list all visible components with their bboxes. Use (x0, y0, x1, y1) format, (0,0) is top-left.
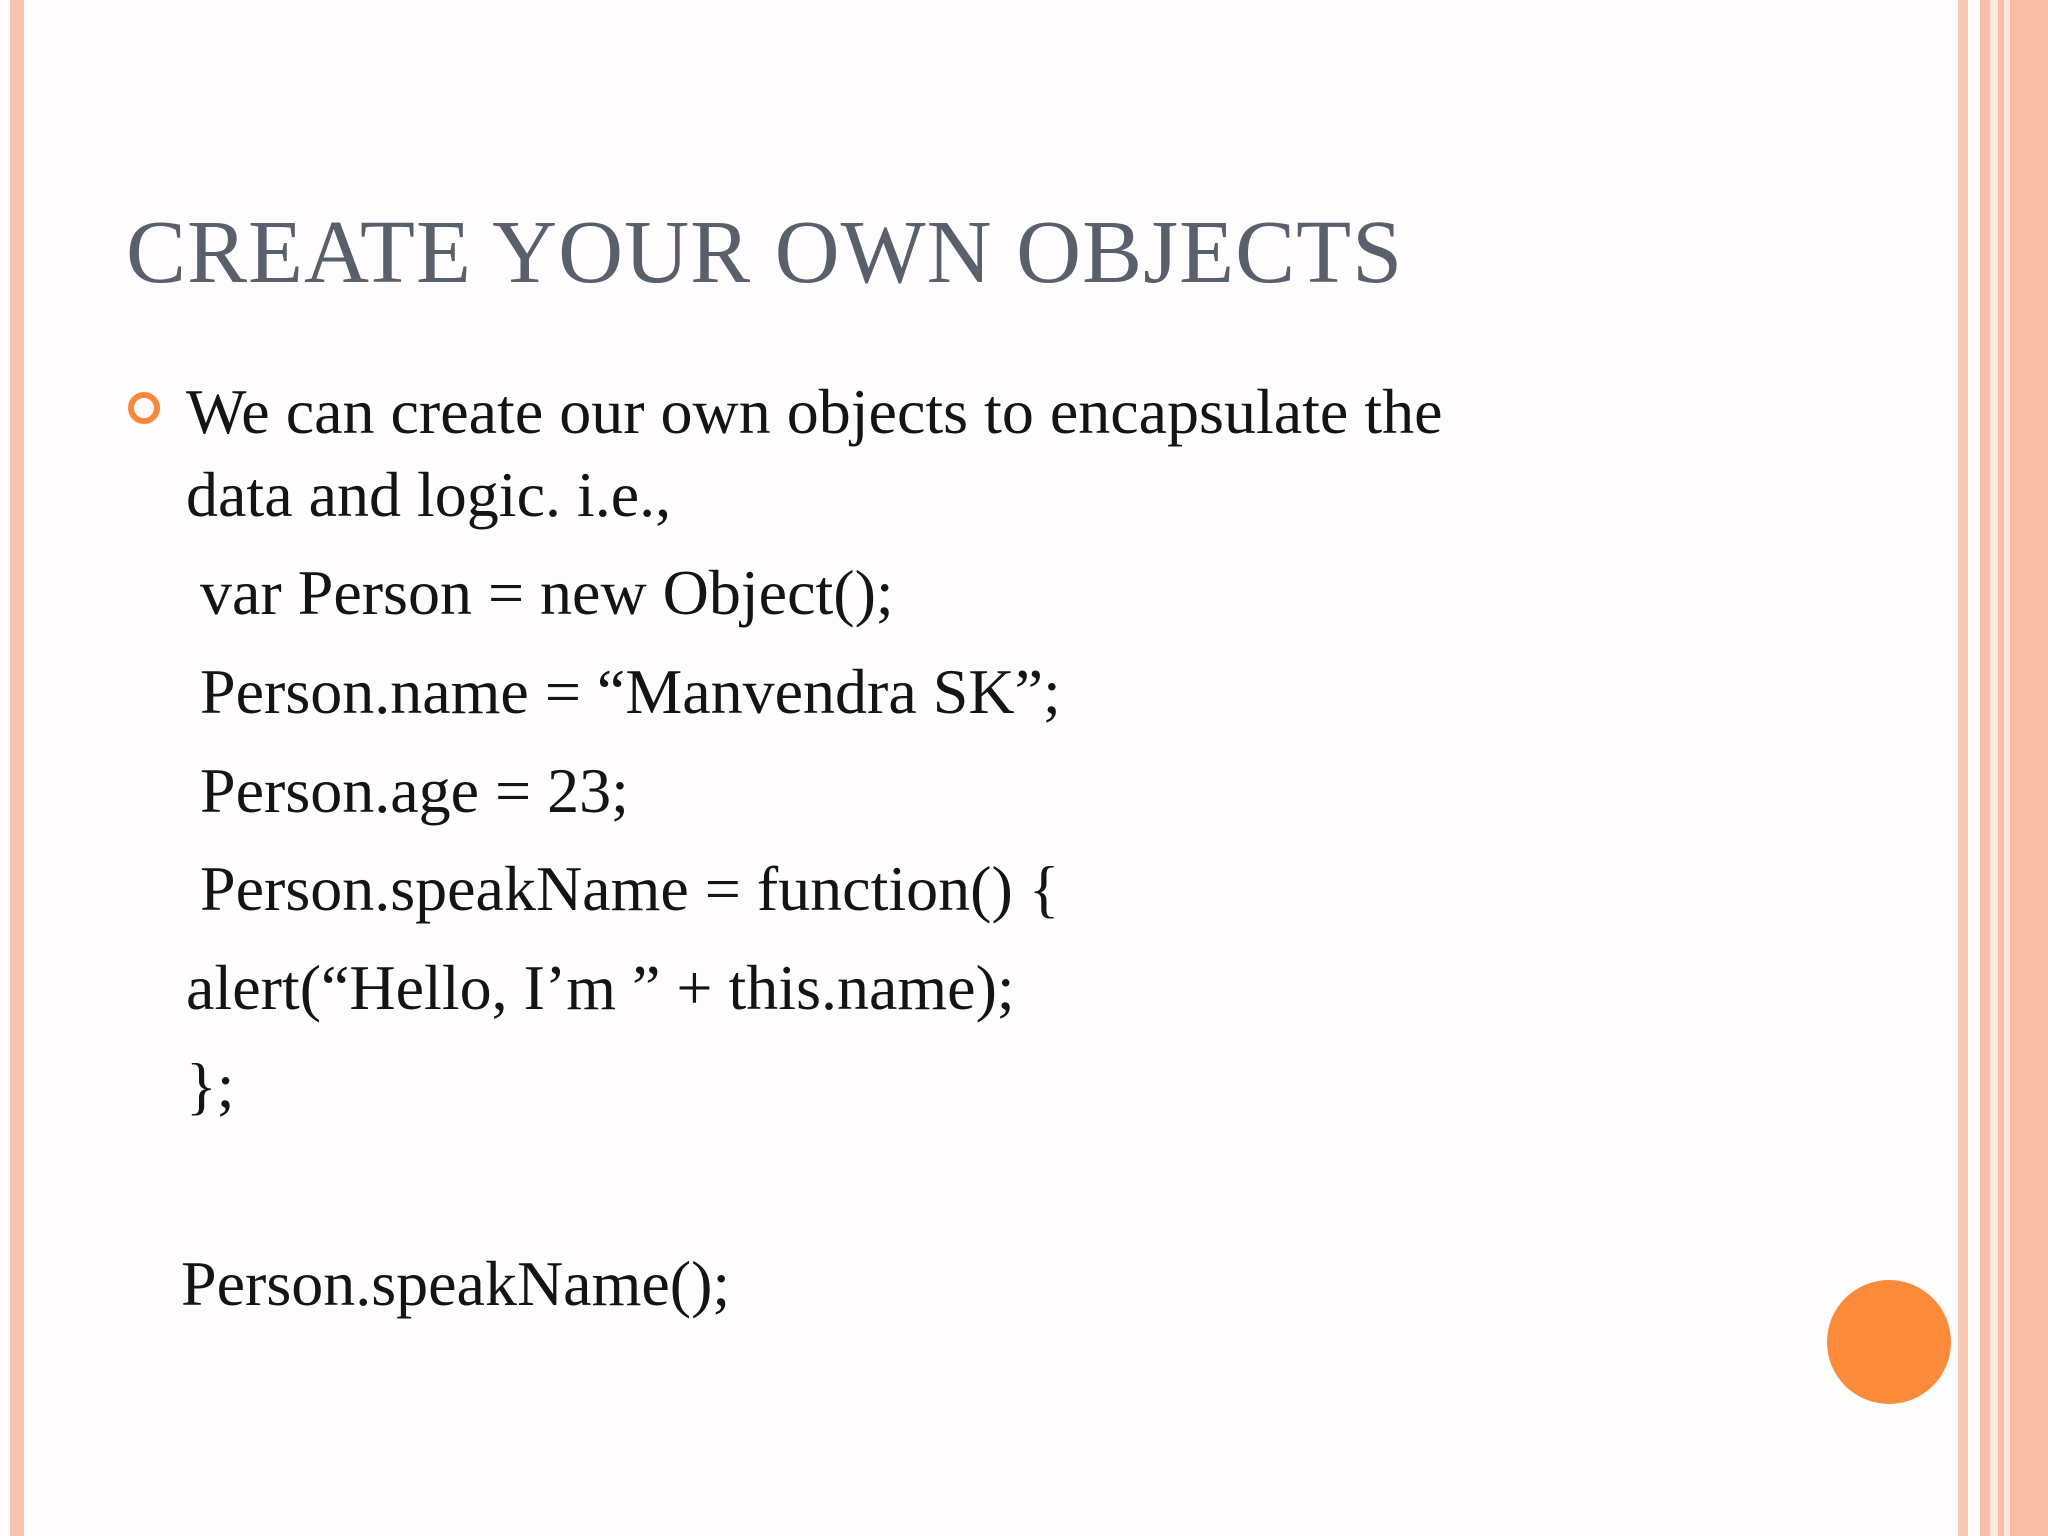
code-line: }; (186, 1050, 235, 1121)
code-line: Person.age = 23; (200, 755, 629, 826)
bullet-text-line: data and logic. i.e., (186, 459, 672, 530)
right-border-stripe (1980, 0, 1990, 1536)
right-border-stripe (1990, 0, 1998, 1536)
code-line: Person.name = “Manvendra SK”; (200, 656, 1061, 727)
right-border-stripe (2010, 0, 2048, 1536)
slide-title: CREATE YOUR OWN OBJECTS (126, 203, 1404, 302)
right-border-stripe (1958, 0, 1968, 1536)
left-border-stripe (10, 0, 24, 1536)
code-line: alert(“Hello, I’m ” + this.name); (186, 952, 1015, 1023)
hollow-circle-bullet-icon (128, 392, 160, 424)
orange-circle-decoration (1827, 1280, 1951, 1404)
bullet-text-line: We can create our own objects to encapsulate the (186, 376, 1443, 447)
code-line: var Person = new Object(); (200, 557, 894, 628)
code-line: Person.speakName(); (181, 1248, 731, 1319)
code-line: Person.speakName = function() { (200, 853, 1060, 924)
